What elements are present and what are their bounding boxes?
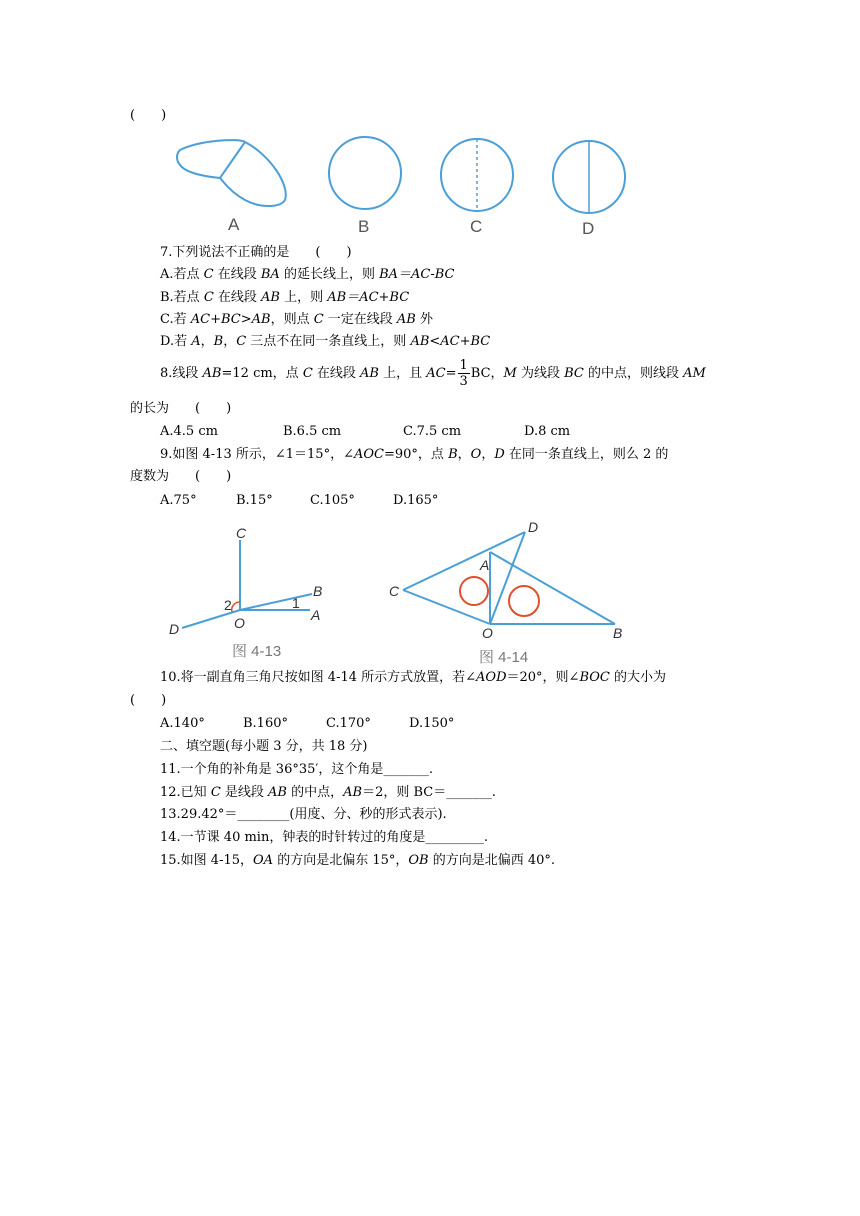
figure-4-13 <box>160 518 350 668</box>
figure-4-14 <box>385 512 635 672</box>
fold-shape-a <box>177 140 286 206</box>
q10-stem-line2: ( ) <box>130 693 167 708</box>
fig413-label-b: B <box>313 583 323 599</box>
fig414-label-d: D <box>528 519 539 535</box>
q7-stem: 7.下列说法不正确的是 ( ) <box>160 245 352 260</box>
q9-stem-line1: 9.如图 4-13 所示，∠1＝15°，∠AOC=90°，点 B，O，D 在同一条直线上，则么 2 的 <box>160 447 669 462</box>
q7-option-d: D.若 A，B，C 三点不在同一条直线上，则 AB<AC+BC <box>160 334 491 349</box>
label-d: D <box>582 219 595 238</box>
q10-stem-line1: 10.将一副直角三角尺按如图 4-14 所示方式放置，若∠AOD＝20°，则∠BOC 的大小为 <box>160 670 666 685</box>
q15-text: 15.如图 4-15，OA 的方向是北偏东 15°，OB 的方向是北偏西 40°. <box>160 853 556 868</box>
fig414-label-o: O <box>482 625 493 641</box>
fig414-caption: 图 4-14 <box>479 649 529 666</box>
q9-option-b: B.15° <box>236 493 273 508</box>
label-c: C <box>470 217 483 236</box>
fig413-label-2: 2 <box>224 597 232 613</box>
q8-option-c: C.7.5 cm <box>403 424 462 439</box>
q7-option-b: B.若点 C 在线段 AB 上，则 AB＝AC+BC <box>160 290 410 305</box>
q8-option-b: B.6.5 cm <box>283 424 342 439</box>
q9-option-d: D.165° <box>393 493 439 508</box>
section-2-heading: 二、填空题(每小题 3 分，共 18 分) <box>160 739 368 754</box>
q13-text: 13.29.42°＝________(用度、分、秒的形式表示). <box>160 807 447 822</box>
q10-option-b: B.160° <box>243 716 288 731</box>
q11-text: 11.一个角的补角是 36°35′，这个角是_______. <box>160 762 433 777</box>
seg-co <box>403 590 490 624</box>
q14-text: 14.一节课 40 min，钟表的时针转过的角度是_________. <box>160 830 488 845</box>
circle-fold-figure <box>160 130 640 240</box>
fig413-label-1: 1 <box>292 595 300 611</box>
fig414-label-b: B <box>613 625 623 641</box>
fig413-label-c: C <box>236 525 247 541</box>
hole-right <box>509 586 539 616</box>
fig414-label-a: A <box>480 557 490 573</box>
fig413-caption: 图 4-13 <box>232 643 282 660</box>
seg-ab <box>490 552 615 624</box>
fold-line-a <box>220 142 245 178</box>
q10-option-d: D.150° <box>409 716 455 731</box>
ray-ob <box>240 594 312 610</box>
q8-option-d: D.8 cm <box>524 424 571 439</box>
fig413-label-d: D <box>169 621 180 637</box>
q8-stem-line2: 的长为 ( ) <box>130 401 232 416</box>
circle-b <box>329 137 401 209</box>
hole-left <box>460 577 488 605</box>
q10-option-c: C.170° <box>326 716 371 731</box>
q12-text: 12.已知 C 是线段 AB 的中点，AB＝2，则 BC＝_______. <box>160 785 496 800</box>
fraction-one-third: $\frac{1}{3}$ <box>459 358 468 389</box>
fig413-label-a: A <box>311 607 321 623</box>
fig414-label-c: C <box>389 583 400 599</box>
q9-stem-line2: 度数为 ( ) <box>130 469 232 484</box>
q9-option-a: A.75° <box>160 493 197 508</box>
q6-answer-paren: ( ) <box>130 108 167 123</box>
q10-option-a: A.140° <box>160 716 205 731</box>
q9-option-c: C.105° <box>310 493 355 508</box>
q8-stem-line1: 8.线段 AB=12 cm，点 C 在线段 AB 上，且 AC= $\frac{1}{3}$ BC，M 为线段 BC 的中点，则线段 AM <box>160 358 706 389</box>
label-a: A <box>228 215 240 234</box>
q7-option-a: A.若点 C 在线段 BA 的延长线上，则 BA＝AC-BC <box>160 267 455 282</box>
q8-option-a: A.4.5 cm <box>160 424 218 439</box>
fig413-label-o: O <box>234 615 245 631</box>
label-b: B <box>358 217 370 236</box>
q7-option-c: C.若 AC+BC>AB，则点 C 一定在线段 AB 外 <box>160 312 434 327</box>
